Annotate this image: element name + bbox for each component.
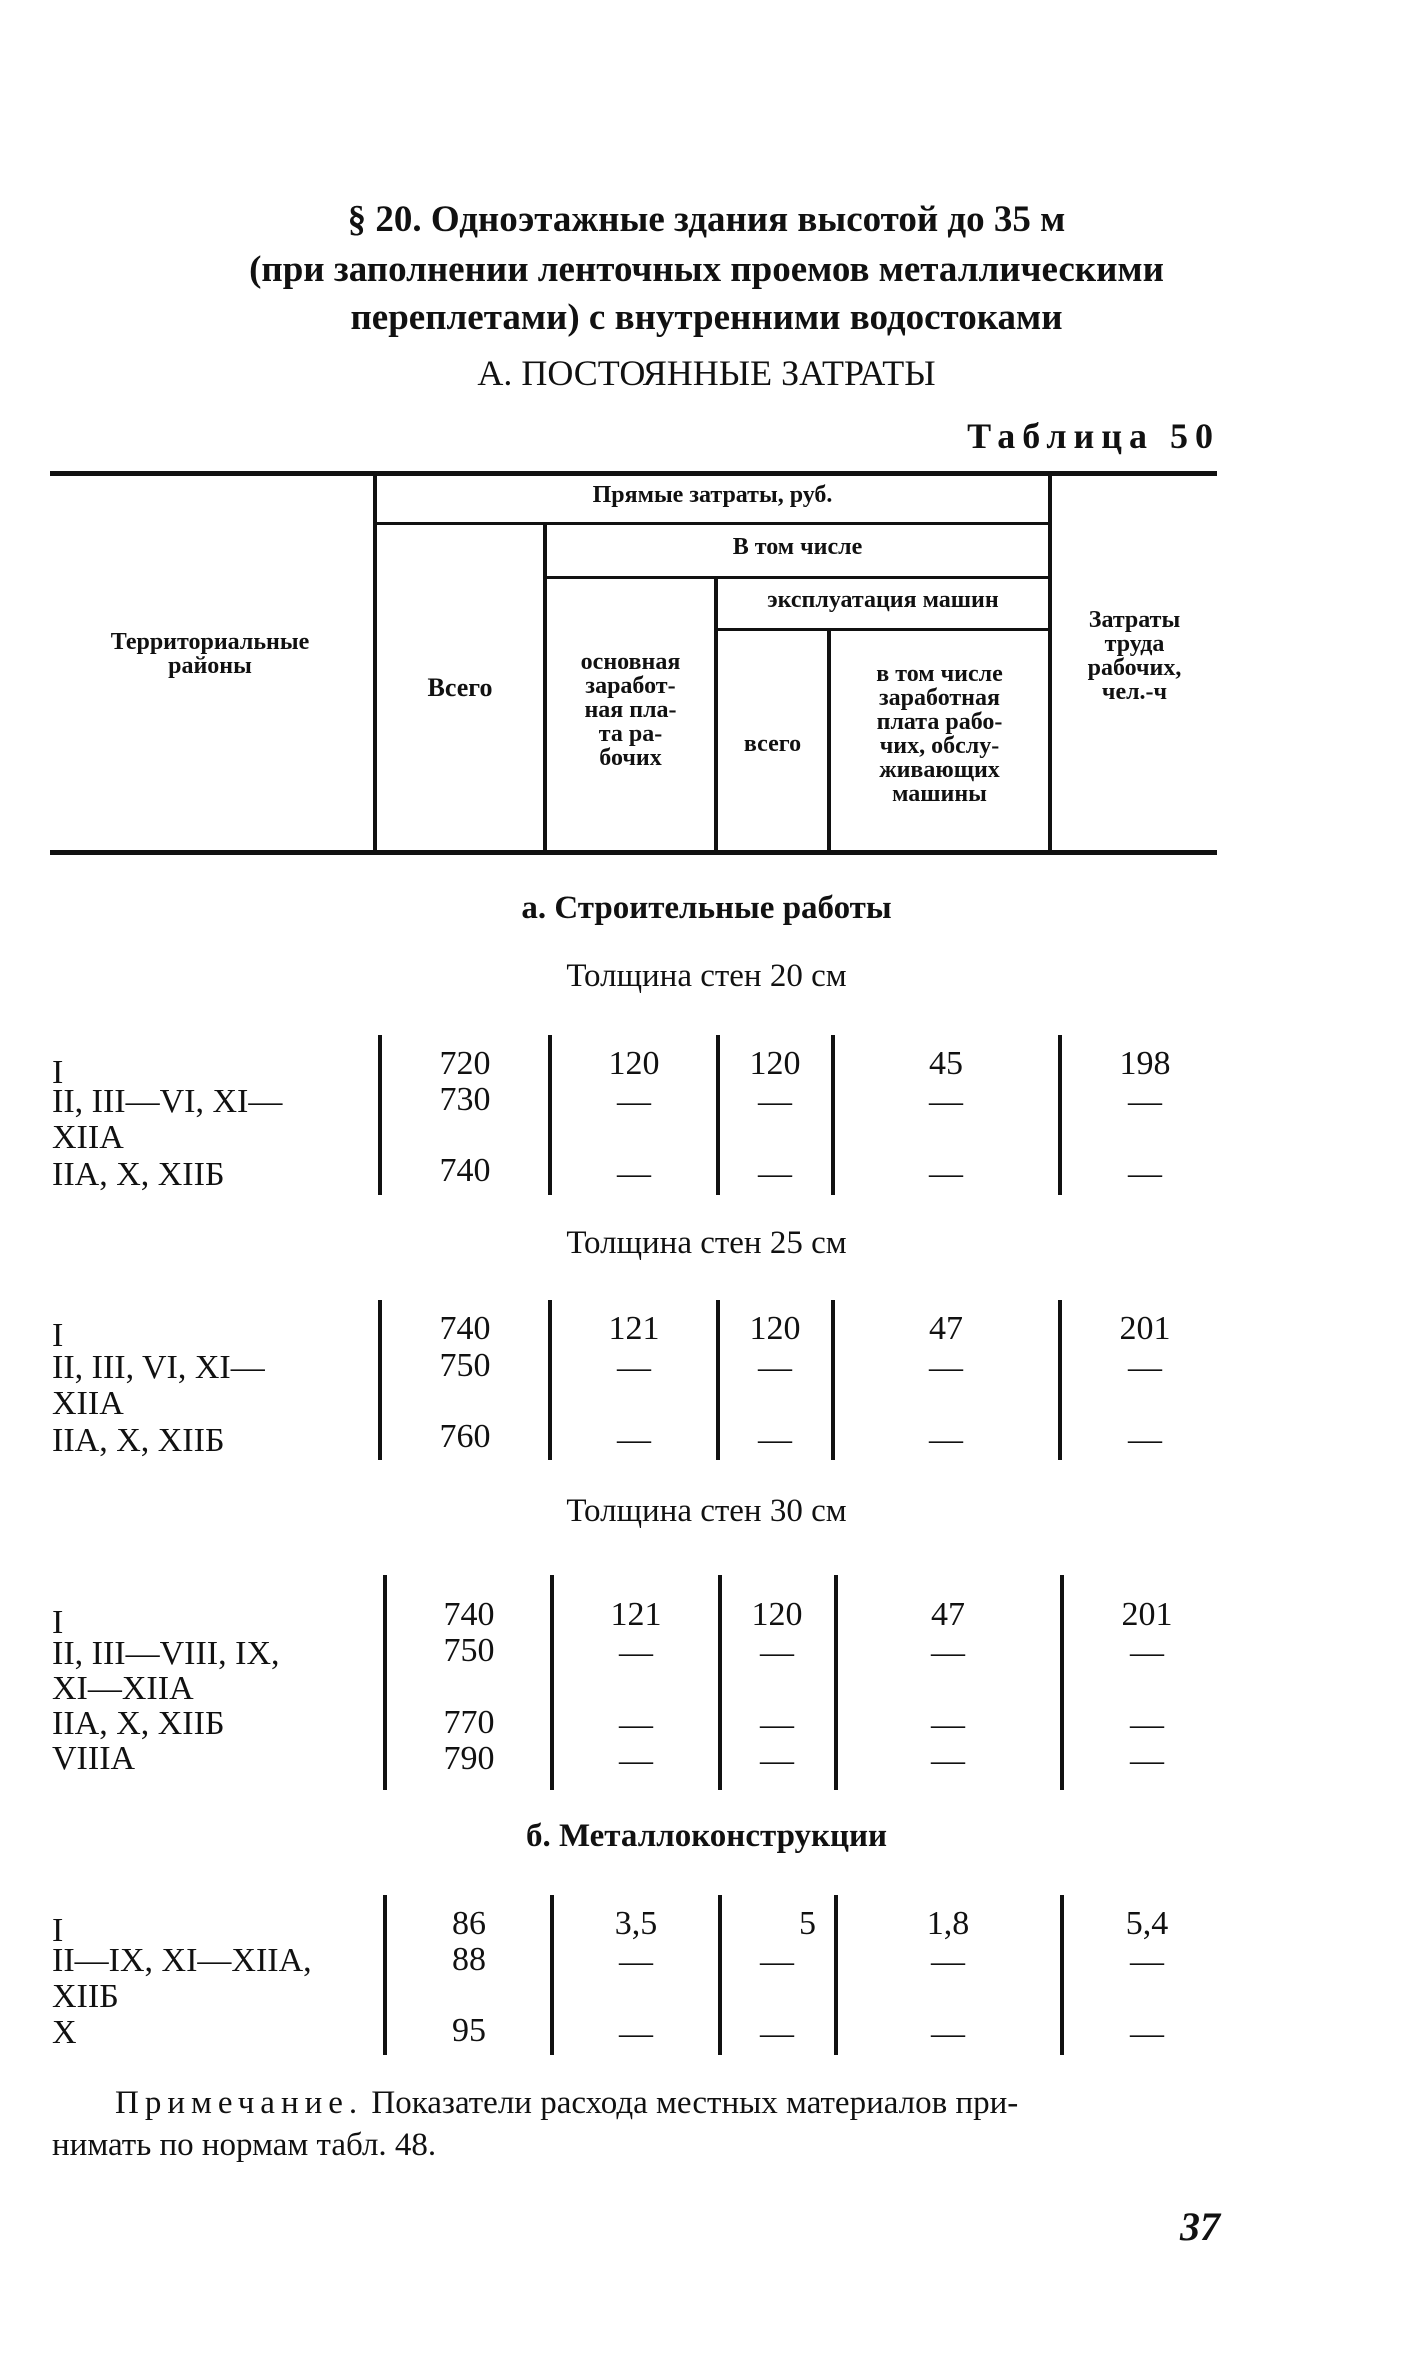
value-cell: — <box>929 1083 963 1120</box>
col-machine-wage-line: плата рабо- <box>876 709 1003 735</box>
divider <box>378 1035 382 1195</box>
value-cell: 3,5 <box>614 1905 658 1942</box>
table-number: Таблица 50 <box>967 416 1220 456</box>
page-number: 37 <box>1180 2204 1220 2249</box>
divider <box>547 576 1048 579</box>
region-cell: IIA, X, XIIБ <box>52 1705 225 1742</box>
value-cell: — <box>931 1742 965 1779</box>
divider <box>834 1575 838 1790</box>
value-cell: 47 <box>931 1596 965 1633</box>
value-cell: — <box>758 1155 792 1192</box>
divider <box>378 1300 382 1460</box>
divider <box>1058 1035 1062 1195</box>
value-cell: 770 <box>443 1704 495 1741</box>
col-base-wage-line: та ра- <box>598 721 663 747</box>
value-cell: 120 <box>608 1045 660 1082</box>
value-cell: 1,8 <box>926 1905 970 1942</box>
value-cell: 5,4 <box>1125 1905 1169 1942</box>
region-cell: I <box>52 1912 64 1949</box>
value-cell: 120 <box>751 1596 803 1633</box>
divider <box>718 1895 722 2055</box>
region-cell: XIIБ <box>52 1978 119 2015</box>
value-cell: — <box>1128 1421 1162 1458</box>
value-cell: 198 <box>1119 1045 1171 1082</box>
col-labor-line: труда <box>1104 631 1165 657</box>
divider <box>716 1300 720 1460</box>
value-cell: — <box>760 1634 794 1671</box>
col-labor <box>1052 608 1217 704</box>
divider <box>550 1575 554 1790</box>
header-bottom-rule <box>50 850 1217 855</box>
group-subtitle: Толщина стен 30 см <box>566 1493 847 1529</box>
value-cell: 120 <box>749 1045 801 1082</box>
value-cell: — <box>617 1421 651 1458</box>
note-text: Показатели расхода местных материалов при- <box>371 2085 1019 2121</box>
value-cell: 740 <box>439 1310 491 1347</box>
col-machine-total: всего <box>743 731 802 757</box>
value-cell: — <box>760 2015 794 2052</box>
col-machine-wage <box>831 662 1048 806</box>
value-cell: — <box>760 1742 794 1779</box>
value-cell: — <box>758 1421 792 1458</box>
divider <box>1060 1575 1064 1790</box>
region-cell: I <box>52 1317 64 1354</box>
col-base-wage <box>547 650 714 770</box>
region-cell: I <box>52 1604 64 1641</box>
value-cell: 88 <box>452 1941 486 1978</box>
value-cell: — <box>617 1155 651 1192</box>
value-cell: — <box>931 2015 965 2052</box>
value-cell: 201 <box>1119 1310 1171 1347</box>
col-base-wage-line: основная <box>580 649 681 675</box>
col-labor-line: рабочих, <box>1087 655 1182 681</box>
value-cell: — <box>1128 1083 1162 1120</box>
value-cell: 121 <box>608 1310 660 1347</box>
value-cell: — <box>617 1349 651 1386</box>
value-cell: — <box>929 1421 963 1458</box>
value-cell: 86 <box>452 1905 486 1942</box>
value-cell: 120 <box>749 1310 801 1347</box>
col-machine-wage-line: чих, обслу- <box>879 733 1000 759</box>
value-cell: — <box>931 1943 965 1980</box>
value-cell: 790 <box>443 1740 495 1777</box>
value-cell: — <box>1130 1706 1164 1743</box>
col-base-wage-line: бочих <box>599 745 662 771</box>
divider <box>548 1035 552 1195</box>
top-rule <box>50 471 1217 476</box>
value-cell: — <box>619 1706 653 1743</box>
note-text-continued: нимать по нормам табл. 48. <box>52 2127 437 2163</box>
col-machine-wage-line: в том числе <box>876 661 1003 687</box>
subtitle: А. ПОСТОЯННЫЕ ЗАТРАТЫ <box>477 353 936 393</box>
divider <box>550 1895 554 2055</box>
value-cell: — <box>758 1349 792 1386</box>
region-cell: IIA, X, XIIБ <box>52 1422 225 1459</box>
region-cell: X <box>52 2014 77 2051</box>
title-line-2: (при заполнении ленточных проемов металлическими <box>249 249 1164 290</box>
section-b-title: б. Металлоконструкции <box>525 1818 888 1854</box>
value-cell: — <box>758 1083 792 1120</box>
value-cell: 750 <box>443 1632 495 1669</box>
value-cell: — <box>929 1155 963 1192</box>
group-subtitle: Толщина стен 20 см <box>566 958 847 994</box>
col-machine-wage-line: машины <box>892 781 987 807</box>
value-cell: — <box>1130 1634 1164 1671</box>
region-cell: XIIA <box>52 1119 124 1156</box>
region-cell: II—IX, XI—XIIA, <box>52 1942 312 1979</box>
divider <box>383 1895 387 2055</box>
value-cell: — <box>1128 1155 1162 1192</box>
region-cell: II, III—VI, XI— <box>52 1083 283 1120</box>
value-cell: — <box>619 1742 653 1779</box>
value-cell: 760 <box>439 1418 491 1455</box>
col-total: Всего <box>427 673 493 702</box>
value-cell: — <box>931 1706 965 1743</box>
value-cell: — <box>760 1943 794 1980</box>
value-cell: 121 <box>610 1596 662 1633</box>
divider <box>718 628 1048 631</box>
col-machine-wage-line: заработная <box>879 685 1000 711</box>
value-cell: 5 <box>799 1905 816 1942</box>
value-cell: 740 <box>439 1152 491 1189</box>
value-cell: 47 <box>929 1310 963 1347</box>
value-cell: — <box>619 1943 653 1980</box>
value-cell: — <box>931 1634 965 1671</box>
divider <box>377 522 1048 525</box>
value-cell: — <box>760 1706 794 1743</box>
divider <box>716 1035 720 1195</box>
region-cell: XIIA <box>52 1385 124 1422</box>
col-labor-line: чел.-ч <box>1101 679 1168 705</box>
col-machine-ops: эксплуатация машин <box>767 587 999 613</box>
col-including: В том числе <box>732 534 863 560</box>
region-cell: IIA, X, XIIБ <box>52 1156 225 1193</box>
value-cell: 730 <box>439 1081 491 1118</box>
value-cell: 95 <box>452 2012 486 2049</box>
value-cell: 201 <box>1121 1596 1173 1633</box>
value-cell: — <box>929 1349 963 1386</box>
note-label: Примечание. <box>115 2085 364 2121</box>
col-machine-wage-line: живающих <box>879 757 1000 783</box>
region-cell: II, III—VIII, IX, <box>52 1635 280 1672</box>
col-base-wage-line: заработ- <box>585 673 676 699</box>
divider <box>831 1035 835 1195</box>
title-line-3: переплетами) с внутренними водостоками <box>350 297 1063 338</box>
divider <box>834 1895 838 2055</box>
divider <box>373 476 377 850</box>
value-cell: — <box>1130 1742 1164 1779</box>
footnote <box>115 2083 1220 2123</box>
title-line-1: § 20. Одноэтажные здания высотой до 35 м <box>347 199 1066 240</box>
divider <box>1058 1300 1062 1460</box>
value-cell: 740 <box>443 1596 495 1633</box>
divider <box>831 1300 835 1460</box>
value-cell: — <box>619 2015 653 2052</box>
divider <box>383 1575 387 1790</box>
value-cell: — <box>617 1083 651 1120</box>
col-region: Территориальные районы <box>110 629 310 679</box>
col-base-wage-line: ная пла- <box>584 697 677 723</box>
region-cell: VIIIA <box>52 1740 136 1777</box>
value-cell: 720 <box>439 1045 491 1082</box>
section-a-title: а. Строительные работы <box>521 890 892 926</box>
divider <box>548 1300 552 1460</box>
value-cell: 45 <box>929 1045 963 1082</box>
col-labor-line: Затраты <box>1088 607 1181 633</box>
region-cell: XI—XIIA <box>52 1670 194 1707</box>
region-cell: II, III, VI, XI— <box>52 1349 265 1386</box>
group-subtitle: Толщина стен 25 см <box>566 1225 847 1261</box>
value-cell: — <box>1130 1943 1164 1980</box>
value-cell: — <box>619 1634 653 1671</box>
col-direct-costs: Прямые затраты, руб. <box>592 482 833 508</box>
divider <box>718 1575 722 1790</box>
value-cell: — <box>1128 1349 1162 1386</box>
divider <box>714 579 718 850</box>
value-cell: — <box>1130 2015 1164 2052</box>
divider <box>1060 1895 1064 2055</box>
value-cell: 750 <box>439 1347 491 1384</box>
region-cell: I <box>52 1054 64 1091</box>
